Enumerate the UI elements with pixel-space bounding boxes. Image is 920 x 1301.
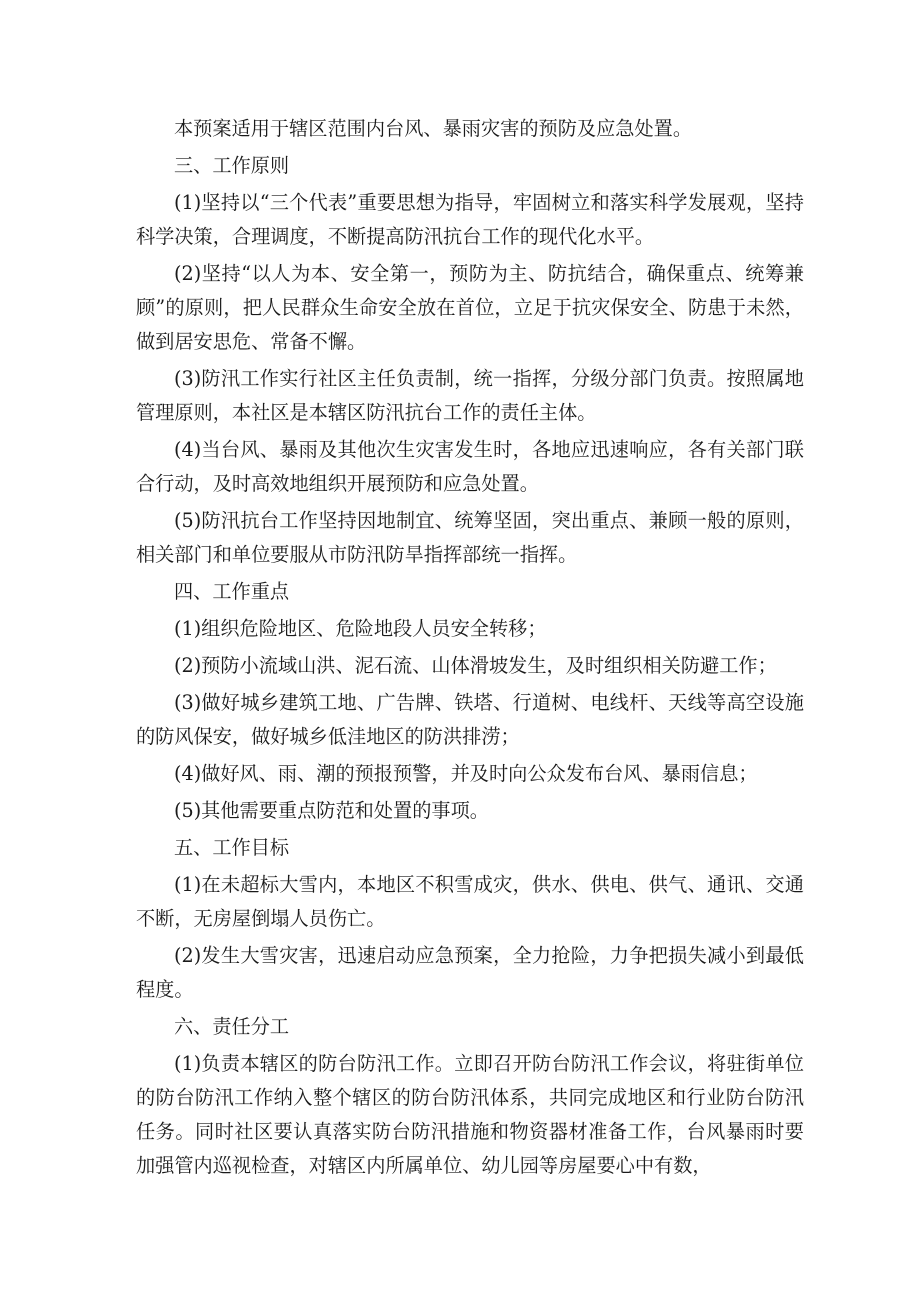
paragraph: (1)坚持以“三个代表”重要思想为指导，牢固树立和落实科学发展观，坚持科学决策，合理调度，不断提高防汛抗台工作的现代化水平。 xyxy=(136,191,804,248)
paragraph: (1)组织危险地区、危险地段人员安全转移； xyxy=(174,617,547,640)
paragraph: (2)预防小流域山洪、泥石流、山体滑坡发生，及时组织相关防避工作； xyxy=(174,654,777,677)
paragraph: (2)发生大雪灾害，迅速启动应急预案，全力抢险，力争把损失减小到最低程度。 xyxy=(136,944,804,1001)
paragraph: (5)其他需要重点防范和处置的事项。 xyxy=(174,799,489,822)
section-heading: 五、工作目标 xyxy=(174,836,290,859)
paragraph: (5)防汛抗台工作坚持因地制宜、统筹坚固，突出重点、兼顾一般的原则，相关部门和单位要服从市防汛防旱指挥部统一指挥。 xyxy=(136,509,804,566)
section-heading: 三、工作原则 xyxy=(174,154,290,177)
paragraph: (1)在未超标大雪内，本地区不积雪成灾，供水、供电、供气、通讯、交通不断，无房屋倒塌人员伤亡。 xyxy=(136,873,804,930)
section-heading: 四、工作重点 xyxy=(174,580,290,603)
paragraph: (4)当台风、暴雨及其他次生灾害发生时，各地应迅速响应，各有关部门联合行动，及时高效地组织开展预防和应急处置。 xyxy=(136,438,804,495)
paragraph: (1)负责本辖区的防台防汛工作。立即召开防台防汛工作会议，将驻街单位的防台防汛工作纳入整个辖区的防台防汛体系，共同完成地区和行业防台防汛任务。同时社区要认真落实防台防汛措施和物资器材准备工作，台风暴雨时要加强管内巡视检查，对辖区内所属单位、幼儿园等房屋要心中有数， xyxy=(136,1052,804,1177)
paragraph: (2)坚持“以人为本、安全第一，预防为主、防抗结合，确保重点、统筹兼顾”的原则，把人民群众生命安全放在首位，立足于抗灾保安全、防患于未然，做到居安思危、常备不懈。 xyxy=(136,262,804,353)
paragraph: (3)防汛工作实行社区主任负责制，统一指挥，分级分部门负责。按照属地管理原则，本社区是本辖区防汛抗台工作的责任主体。 xyxy=(136,367,804,424)
paragraph: (4)做好风、雨、潮的预报预警，并及时向公众发布台风、暴雨信息； xyxy=(174,762,758,785)
document-page xyxy=(136,112,804,1186)
paragraph: (3)做好城乡建筑工地、广告牌、铁塔、行道树、电线杆、天线等高空设施的防风保安，做好城乡低洼地区的防洪排涝； xyxy=(136,691,804,748)
paragraph: 本预案适用于辖区范围内台风、暴雨灾害的预防及应急处置。 xyxy=(174,117,693,140)
section-heading: 六、责任分工 xyxy=(174,1015,290,1038)
